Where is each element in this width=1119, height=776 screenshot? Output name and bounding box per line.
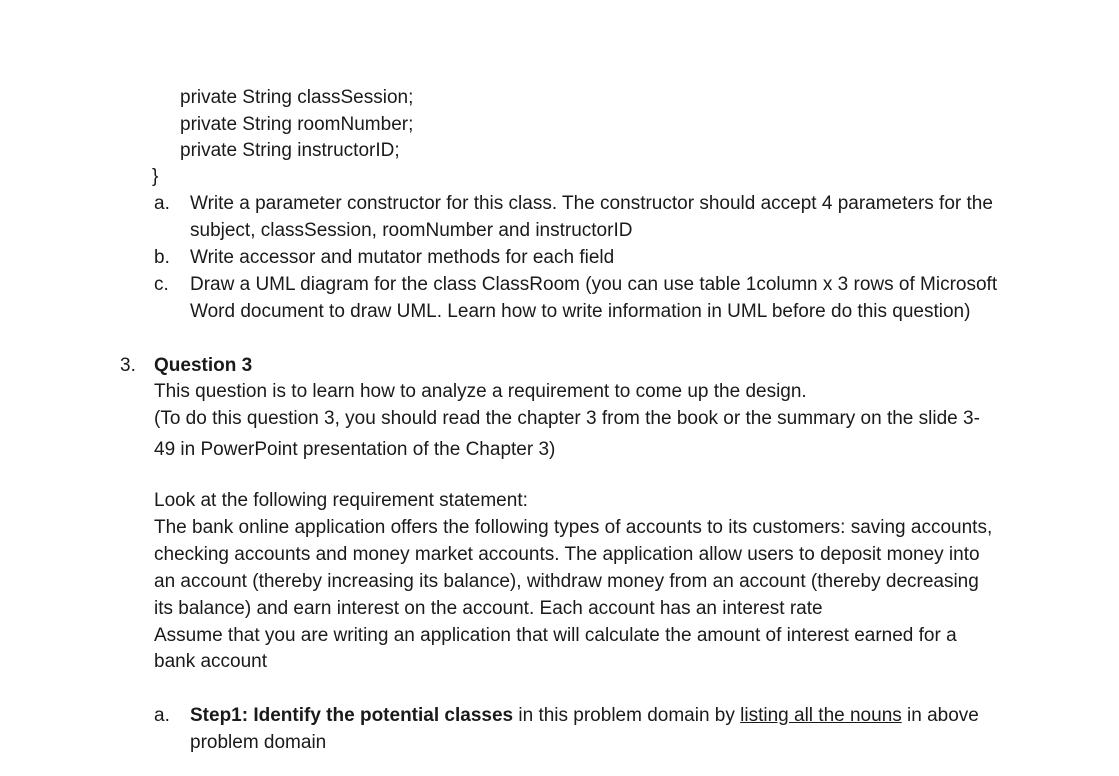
step1-end: in above (901, 705, 979, 726)
closing-brace: } (152, 166, 159, 187)
requirement-line: Look at the following requirement statement: (154, 490, 528, 511)
intro-line: This question is to learn how to analyze a requirement to come up the design. (154, 381, 807, 402)
list-marker: b. (154, 247, 170, 268)
requirement-line: The bank online application offers the following types of accounts to its customers: saving accounts, (154, 517, 993, 538)
task-text: Write accessor and mutator methods for each field (190, 247, 615, 268)
requirement-line: Assume that you are writing an application that will calculate the amount of interest earned for a (154, 625, 957, 646)
step1-middle: in this problem domain by (513, 705, 741, 726)
step1-line2: problem domain (190, 732, 327, 753)
code-line: private String roomNumber; (180, 114, 414, 135)
task-text: Word document to draw UML. Learn how to write information in UML before do this question) (190, 301, 971, 322)
requirement-line: checking accounts and money market accounts. The application allow users to deposit money into (154, 544, 980, 565)
intro-line: (To do this question 3, you should read the chapter 3 from the book or the summary on the slide 3- (154, 408, 980, 429)
question-number: 3. (120, 355, 136, 376)
step1-bold: Step1: Identify the potential classes (190, 705, 514, 726)
task-text: Draw a UML diagram for the class ClassRoom (you can use table 1column x 3 rows of Microsoft (190, 274, 998, 295)
list-marker: a. (154, 705, 170, 726)
task-text: subject, classSession, roomNumber and instructorID (190, 220, 633, 241)
intro-line: 49 in PowerPoint presentation of the Chapter 3) (154, 439, 556, 460)
code-line: private String instructorID; (180, 140, 400, 161)
code-line: private String classSession; (180, 87, 414, 108)
task-text: Write a parameter constructor for this class. The constructor should accept 4 parameters for the (190, 193, 993, 214)
step1-underlined: listing all the nouns (740, 705, 902, 726)
requirement-line: bank account (154, 651, 268, 672)
requirement-line: an account (thereby increasing its balance), withdraw money from an account (thereby decreasing (154, 571, 979, 592)
list-marker: a. (154, 193, 170, 214)
list-marker: c. (154, 274, 169, 295)
requirement-line: its balance) and earn interest on the account. Each account has an interest rate (154, 598, 823, 619)
question-title: Question 3 (154, 355, 253, 376)
step1-text (190, 704, 979, 728)
